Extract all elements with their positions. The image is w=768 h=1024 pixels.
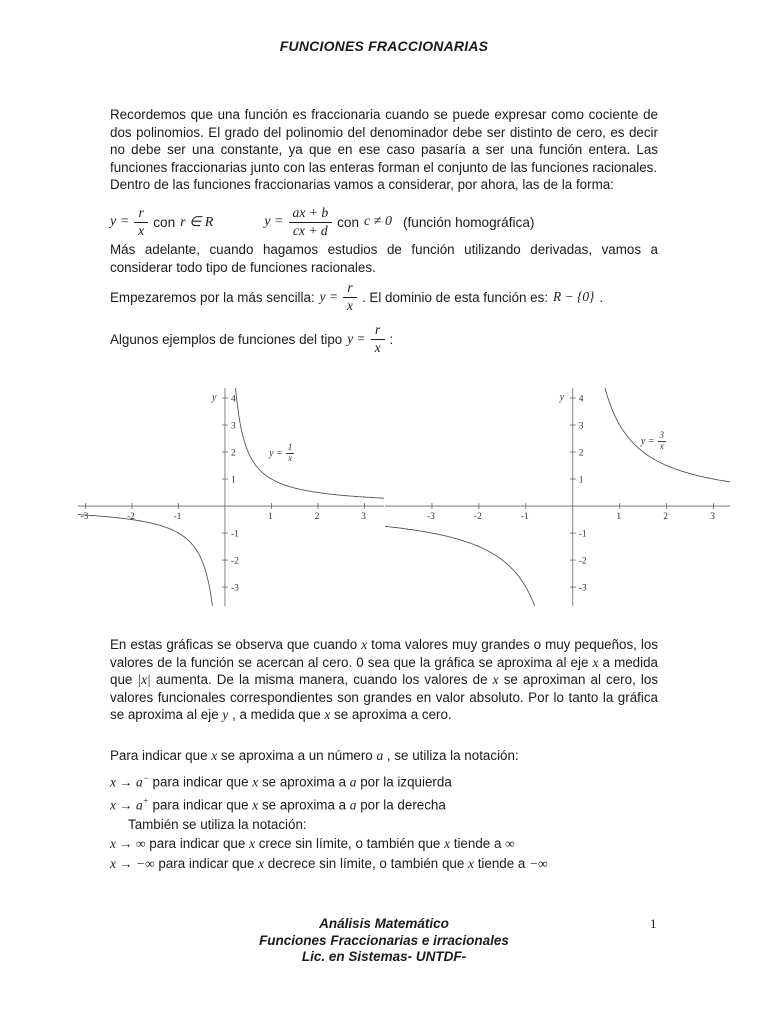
formula-1-denominator: x	[138, 222, 145, 238]
sencilla-fraction	[343, 281, 357, 312]
graph-y-equals-3-over-x	[385, 388, 730, 606]
sencilla-lhs: y =	[319, 289, 338, 304]
curve-label-numerator: 3	[659, 430, 664, 441]
x-tick-label: 2	[314, 512, 320, 523]
x-tick-label: -2	[473, 512, 482, 523]
y-tick-label: -1	[230, 529, 239, 540]
y-tick-label: 4	[578, 394, 584, 405]
y-tick-label: -3	[578, 583, 587, 594]
y-tick-label: -1	[578, 529, 587, 540]
x-tick-label: 2	[663, 512, 669, 523]
notation-block	[110, 769, 658, 873]
graphs-section	[0, 388, 768, 618]
x-tick-label: -2	[126, 512, 135, 523]
formula-row	[110, 203, 658, 241]
formula-2-note: (función homográfica)	[402, 214, 535, 230]
y-tick-label: -2	[578, 556, 587, 567]
formula-1-fraction	[134, 206, 148, 238]
intro-paragraph: Recordemos que una función es fraccionaria cuando se puede expresar como cociente de dos polinomios. El grado del polinomio del denominador debe ser distinto de cero, es decir no debe ser una constante, ya que en ese caso pasaría a ser una función entera. Las funciones fraccionarias junto con las enteras forman el conjunto de las funciones racionales.	[110, 107, 658, 175]
formula-1-numerator: r	[134, 206, 148, 222]
sencilla-line	[110, 280, 658, 314]
intro-block	[110, 106, 658, 194]
x-tick-label: 3	[361, 512, 366, 523]
curve-label-3-over-x	[641, 431, 666, 451]
y-tick-label: 1	[230, 475, 236, 486]
graph-y-equals-1-over-x	[78, 388, 384, 606]
hyperbola-branch	[605, 388, 730, 482]
footer-line-3: Lic. en Sistemas- UNTDF-	[301, 949, 467, 964]
x-tick-label: -1	[173, 512, 182, 523]
formula-1-lhs: y =	[110, 214, 130, 229]
ejemplos-fraction	[371, 323, 385, 354]
y-axis-name: y	[211, 392, 217, 403]
ejemplos-denominator: x	[374, 339, 381, 355]
y-axis-name: y	[559, 392, 565, 403]
y-tick-label: 3	[578, 421, 584, 432]
graph-left-svg	[78, 388, 384, 606]
y-tick-label: 2	[230, 448, 236, 459]
sencilla-pre: Empezaremos por la más sencilla:	[110, 289, 315, 305]
ejemplos-pre: Algunos ejemplos de funciones del tipo	[110, 331, 343, 347]
graph-right-svg	[385, 388, 730, 606]
curve-label-1-over-x	[269, 443, 294, 463]
hyperbola-branch	[385, 526, 535, 606]
ejemplos-numerator: r	[371, 323, 385, 339]
notation-tambien: También se utiliza la notación:	[128, 816, 307, 832]
page-title: FUNCIONES FRACCIONARIAS	[279, 38, 489, 54]
curve-label-fraction	[658, 431, 667, 451]
curve-label-fraction	[286, 443, 295, 463]
formula-2-condition: c ≠ 0	[364, 214, 392, 229]
y-tick-label: 4	[230, 394, 236, 405]
sencilla-denominator: x	[347, 297, 353, 313]
x-tick-label: -1	[520, 512, 529, 523]
x-tick-label: 1	[616, 512, 622, 523]
notation-intro: Para indicar que x se aproxima a un número a , se utiliza la notación:	[110, 748, 519, 763]
observation-paragraph: En estas gráficas se observa que cuando x toma valores muy grandes o muy pequeños, los valores de la función se acercan al cero. 0 sea que la gráfica se aproxima al eje x a medida que |x| aumenta. De la misma manera, cuando los valores de x se aproximan al cero, los valores funcionales correspondientes son grandes en valor absoluto. Por lo tanto la gráfica se aproxima al eje y , a medida que x se aproxima a cero.	[110, 637, 659, 723]
page-number: 1	[650, 916, 657, 931]
y-tick-label: -2	[230, 556, 239, 567]
sencilla-mid: . El dominio de esta función es:	[361, 289, 549, 305]
sencilla-domain: R − {0}	[553, 289, 595, 304]
x-tick-label: -3	[80, 512, 89, 523]
curve-label-numerator: 1	[287, 442, 293, 453]
curve-label-lhs: y =	[269, 447, 283, 459]
ejemplos-lhs: y =	[347, 331, 366, 346]
footer-line-2: Funciones Fraccionarias e irracionales	[259, 932, 509, 948]
curve-label-denominator: x	[288, 452, 293, 463]
formula-2-con: con	[337, 214, 360, 230]
formula-2-lhs: y =	[264, 214, 284, 229]
sencilla-numerator: r	[343, 281, 357, 297]
y-tick-label: 1	[578, 475, 584, 486]
y-tick-label: 3	[230, 421, 236, 432]
notation-line-neg-infinity: x → −∞ para indicar que x decrece sin límite, o también que x tiende a −∞	[110, 855, 548, 871]
ejemplos-line	[110, 322, 658, 356]
y-tick-label: 2	[578, 448, 584, 459]
curve-label-denominator: x	[659, 440, 664, 451]
curve-label-lhs: y =	[640, 435, 655, 447]
x-tick-label: 3	[710, 512, 715, 523]
x-tick-label: 1	[268, 512, 273, 523]
sencilla-end: .	[599, 289, 604, 305]
formula-2-denominator: cx + d	[292, 222, 328, 238]
mas-adelante-paragraph: Más adelante, cuando hagamos estudios de función utilizando derivadas, vamos a considerar todo tipo de funciones racionales.	[110, 242, 658, 275]
ejemplos-end: :	[389, 331, 394, 347]
formula-1-condition: r ∈ R	[180, 214, 214, 230]
formula-2-numerator: ax + b	[289, 206, 333, 222]
hyperbola-branch	[236, 388, 384, 498]
notation-line-infinity: x → ∞ para indicar que x crece sin límite, o también que x tiende a ∞	[110, 836, 515, 852]
footer-line-1: Análisis Matemático	[319, 916, 449, 931]
formula-1-con: con	[153, 214, 176, 230]
intro-paragraph-2: Dentro de las funciones fraccionarias vamos a considerar, por ahora, las de la forma:	[110, 177, 614, 193]
x-tick-label: -3	[426, 512, 435, 523]
notation-line-right: x → a+ para indicar que x se aproxima a a por la derecha	[110, 795, 446, 813]
formula-2-fraction	[289, 206, 333, 238]
notation-line-left: x → a− para indicar que x se aproxima a a por la izquierda	[110, 773, 452, 790]
hyperbola-branch	[78, 515, 212, 606]
y-tick-label: -3	[230, 583, 239, 594]
